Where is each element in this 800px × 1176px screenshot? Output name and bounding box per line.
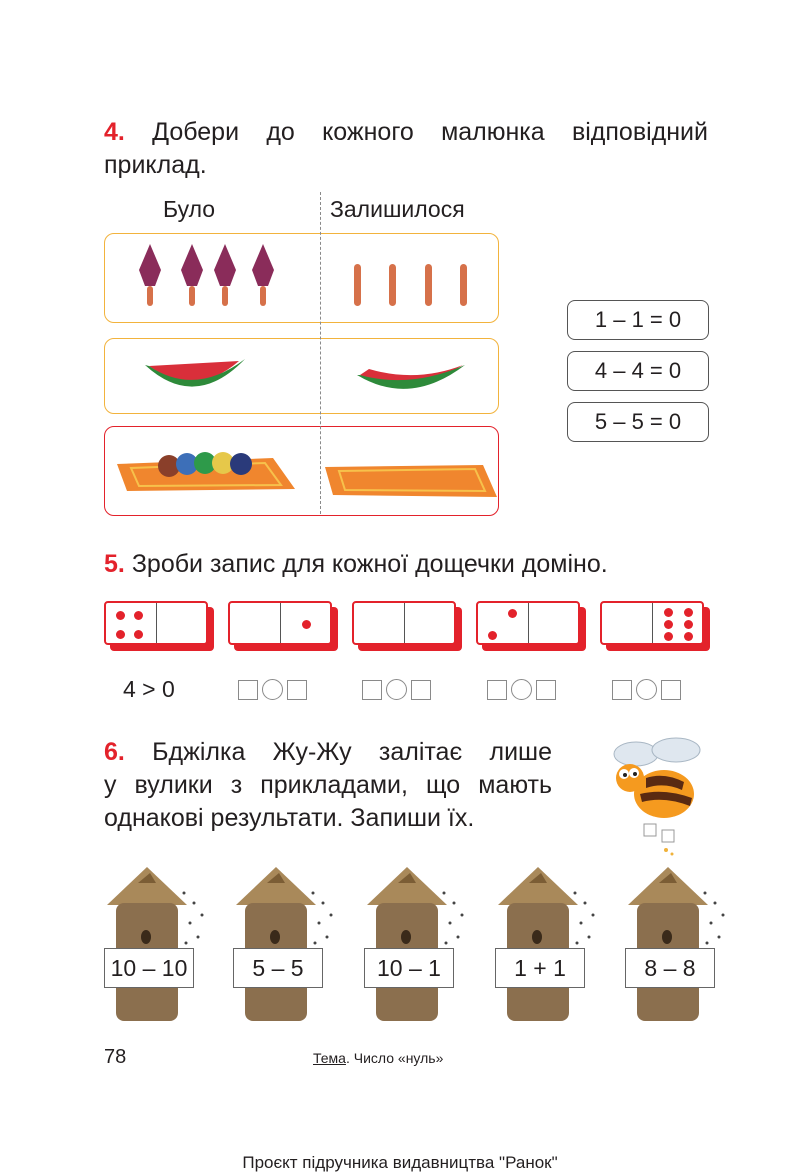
topic-label: Тема [313, 1050, 346, 1066]
beehive-5[interactable] [623, 865, 743, 1025]
topic-text: . Число «нуль» [345, 1050, 444, 1066]
page-topic [313, 1050, 443, 1066]
picture-row-watermelon[interactable] [104, 338, 499, 414]
hive-label-2: 5 – 5 [233, 948, 323, 988]
domino-tile-5 [600, 601, 704, 649]
hive-label-3: 10 – 1 [364, 948, 454, 988]
example-card-1[interactable]: 1 – 1 = 0 [567, 300, 709, 340]
beehive-3[interactable] [362, 865, 482, 1025]
beehive-4-illustration [493, 865, 613, 1025]
hive-label-5: 8 – 8 [625, 948, 715, 988]
task6-text-1: Бджілка Жу-Жу залітає лише [152, 738, 552, 766]
beehive-1[interactable] [102, 865, 222, 1025]
task4-instruction-line1 [104, 117, 708, 148]
picture-row-marbles[interactable] [104, 426, 499, 516]
comparison-blank-4[interactable] [487, 679, 556, 700]
task4-instruction-line2: приклад. [104, 151, 207, 179]
comparison-blank-5[interactable] [612, 679, 681, 700]
column-header-before: Було [163, 196, 216, 222]
task6-number: 6. [104, 738, 125, 766]
picture-row-popsicles[interactable] [104, 233, 499, 323]
hive-label-1: 10 – 10 [104, 948, 194, 988]
beehive-3-illustration [362, 865, 482, 1025]
beehive-4[interactable] [493, 865, 613, 1025]
beehive-2-illustration [231, 865, 351, 1025]
domino-tile-2 [228, 601, 332, 649]
task5-number: 5. [104, 550, 125, 578]
beehive-2[interactable] [231, 865, 351, 1025]
sample-answer: 4 > 0 [123, 676, 175, 702]
example-card-2[interactable]: 4 – 4 = 0 [567, 351, 709, 391]
domino-tile-1 [104, 601, 208, 649]
watermelon-illustration [105, 339, 498, 413]
domino-tile-3 [352, 601, 456, 649]
task6-line1 [104, 737, 552, 768]
marbles-illustration [105, 427, 498, 515]
task5-instruction [104, 549, 608, 580]
example-card-3[interactable]: 5 – 5 = 0 [567, 402, 709, 442]
comparison-blank-3[interactable] [362, 679, 431, 700]
comparison-blank-2[interactable] [238, 679, 307, 700]
page-number: 78 [104, 1046, 127, 1068]
popsicles-illustration [105, 234, 498, 322]
publisher-note: Проєкт підручника видавництва "Ранок" [242, 1153, 558, 1172]
column-divider [320, 192, 321, 514]
domino-tile-4 [476, 601, 580, 649]
beehive-1-illustration [102, 865, 222, 1025]
column-header-after: Залишилося [330, 196, 465, 222]
task5-text: Зроби запис для кожної дощечки доміно. [131, 550, 608, 578]
task4-number: 4. [104, 118, 125, 146]
task6-line2: у вулики з прикладами, що мають [104, 771, 552, 799]
beehive-5-illustration [623, 865, 743, 1025]
bee-illustration [606, 732, 716, 857]
hive-label-4: 1 + 1 [495, 948, 585, 988]
task4-text: Добери до кожного малюнка відповідний [152, 118, 708, 146]
task6-line3: однакові результати. Запиши їх. [104, 804, 475, 832]
